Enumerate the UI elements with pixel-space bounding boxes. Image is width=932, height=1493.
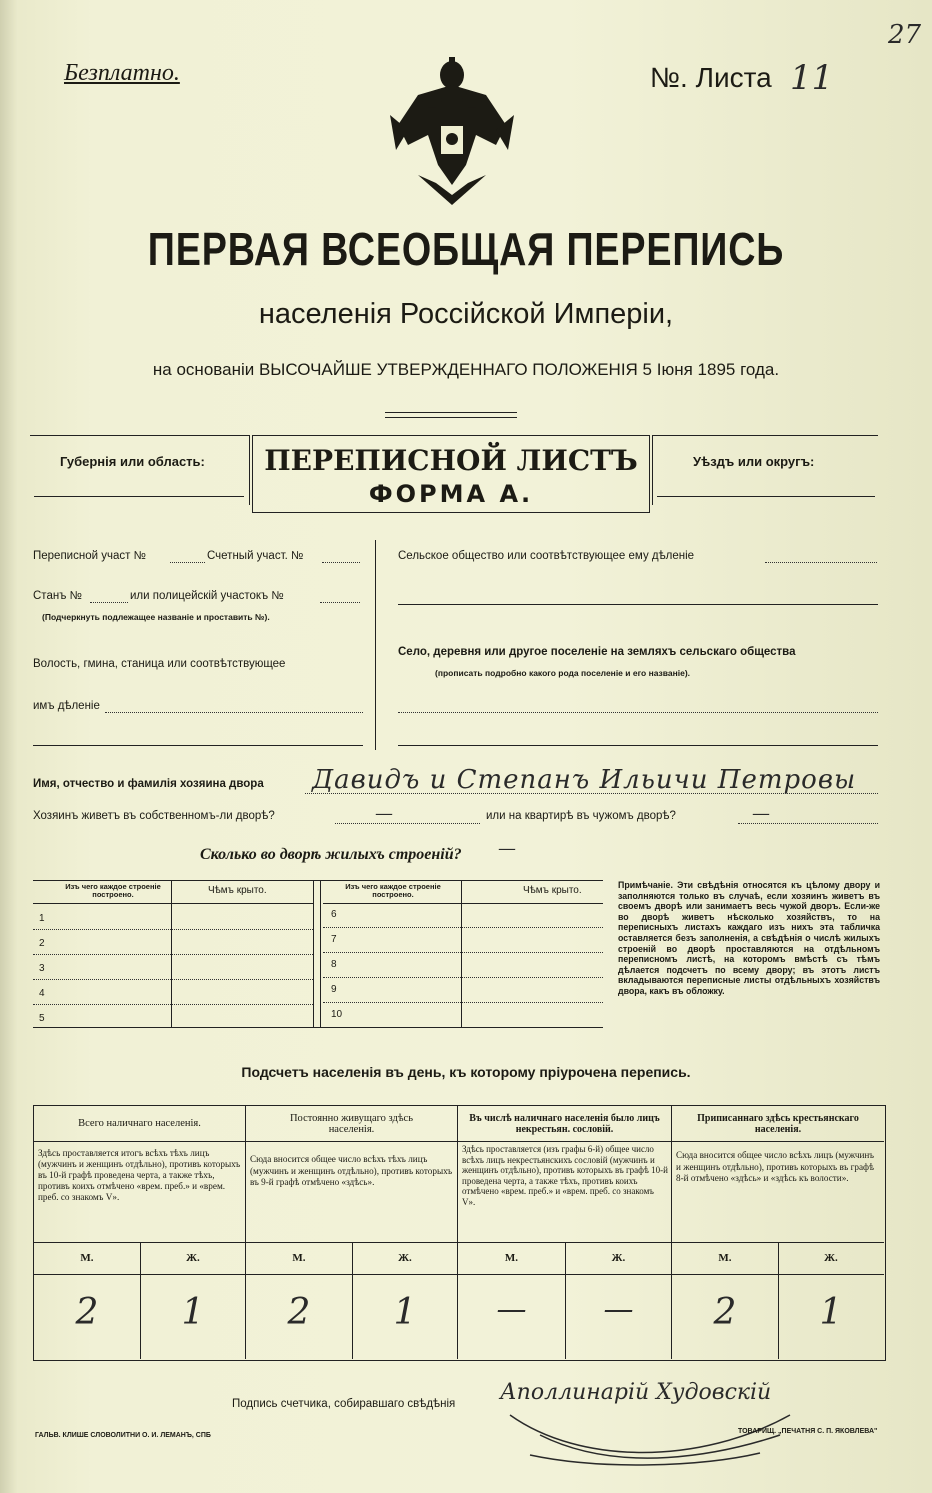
peasant-male-value: 2: [713, 1292, 737, 1333]
total-female-value: 1: [181, 1292, 205, 1333]
table-double-rule: [313, 881, 321, 1027]
rented-field[interactable]: [738, 823, 878, 824]
total-male-value: 2: [75, 1292, 99, 1333]
m-label-1: М.: [80, 1252, 94, 1264]
pop-col-peasant-title: Приписаннаго здѣсь крестьянскаго населенія.: [672, 1106, 884, 1142]
column-divider: [375, 540, 376, 750]
pop-col-peasant-desc: Сюда вносится общее число всѣхъ лицъ (мужчинъ и женщинъ отдѣльно), противъ которыхъ въ графѣ 8-й отмѣчено «здѣсь» и «здѣсь къ волости».: [676, 1150, 875, 1183]
village-label: Село, деревня или другое поселеніе на земляхъ сельскаго общества: [398, 646, 796, 658]
coat-of-arms-icon: [388, 55, 516, 207]
buildings-table: [33, 880, 603, 1028]
signature-label: Подпись счетчика, собиравшаго свѣдѣнія: [232, 1398, 456, 1410]
volost-field-2[interactable]: [33, 745, 363, 746]
underline-note: (Подчеркнуть подлежащее названіе и проставить №).: [42, 612, 270, 622]
police-field[interactable]: [320, 602, 360, 603]
own-yard-field[interactable]: [335, 823, 480, 824]
row-1: 1: [39, 913, 45, 924]
m-label-3: М.: [504, 1252, 519, 1264]
nonpeasant-female-value: —: [603, 1292, 634, 1327]
buildings-left-half: [33, 881, 313, 1029]
left-printer-mark: ГАЛЬВ. КЛИШЕ СЛОВОЛИТНИ О. И. ЛЕМАНЪ, СПБ: [35, 1432, 211, 1439]
stan-field[interactable]: [90, 602, 128, 603]
count-area-field[interactable]: [322, 562, 360, 563]
note-title: Примѣчаніе.: [618, 880, 673, 890]
village-field[interactable]: [398, 712, 878, 713]
rented-value: —: [752, 803, 770, 824]
note-block: [618, 880, 880, 997]
signature-flourish: [500, 1395, 800, 1475]
main-title: ПЕРВАЯ ВСЕОБЩАЯ ПЕРЕПИСЬ: [147, 223, 785, 275]
own-yard-value: —: [375, 803, 393, 824]
district-box: [652, 435, 878, 505]
police-label: или полицейскій участокъ №: [130, 590, 284, 602]
population-heading: Подсчетъ населенія въ день, къ которому пріурочена перепись.: [241, 1064, 691, 1080]
row-5: 5: [39, 1013, 45, 1024]
pop-col-nonpeasant-desc: Здѣсь проставляется (изъ графы 6-й) общее число всѣхъ лицъ некрестьянскихъ сословій (мужчинъ и женщинъ отдѣльно), противъ которыхъ въ графѣ 10-й проведена черта, а также тѣхъ, противъ коихъ отмѣчено «врем. преб.» и «врем. преб. со знакомъ V».: [462, 1144, 668, 1207]
volost-label: Волость, гмина, станица или соотвѣтствующее: [33, 658, 286, 670]
buildings-label: Сколько во дворѣ жилыхъ строеній?: [200, 846, 462, 863]
village-field-2[interactable]: [398, 745, 878, 746]
owner-field[interactable]: [305, 793, 878, 794]
f-label-1: Ж.: [186, 1252, 200, 1264]
permanent-female-value: 1: [393, 1292, 417, 1333]
pop-col-nonpeasant-title: Въ числѣ наличнаго населенія было лицъ некрестьян. сословій.: [458, 1106, 671, 1142]
row-7: 7: [331, 934, 337, 945]
form-title: ФОРМА А.: [368, 480, 534, 508]
sheet-title: ПЕРЕПИСНОЙ ЛИСТЪ: [264, 444, 638, 477]
pop-col-permanent-title: Постоянно живущаго здѣсь населенія.: [246, 1106, 457, 1142]
m-label-4: М.: [718, 1252, 732, 1264]
pop-col-permanent-desc: Сюда вносится общее число всѣхъ тѣхъ лицъ (мужчинъ и женщинъ отдѣльно), противъ которыхъ въ 9-й графѣ отмѣчено «здѣсь».: [250, 1154, 453, 1187]
signature-value: Аполлинарій Худовскій: [500, 1380, 772, 1405]
row-3: 3: [39, 963, 45, 974]
census-area-label: Переписной участ №: [33, 550, 146, 562]
sheet-title-box: [252, 435, 650, 513]
province-field[interactable]: [34, 496, 244, 497]
village-note: (прописать подробно какого рода поселеніе и его названіе).: [435, 668, 691, 678]
form-header-box: [30, 435, 878, 513]
ornament-divider: [385, 412, 517, 418]
sheet-number-label: №. Листа: [650, 62, 772, 93]
own-yard-label: Хозяинъ живетъ въ собственномъ-ли дворѣ?: [33, 810, 275, 822]
society-field-2[interactable]: [398, 604, 878, 605]
society-field[interactable]: [765, 562, 877, 563]
population-table: [33, 1105, 886, 1361]
peasant-female-value: 1: [819, 1292, 843, 1333]
m-label-2: М.: [292, 1252, 306, 1264]
f-label-4: Ж.: [824, 1252, 838, 1264]
rented-label: или на квартирѣ въ чужомъ дворѣ?: [486, 810, 676, 822]
row-9: 9: [331, 984, 337, 995]
volost-field[interactable]: [105, 712, 363, 713]
province-box: [30, 435, 250, 505]
legal-basis: на основаніи ВЫСОЧАЙШЕ УТВЕРЖДЕННАГО ПОЛОЖЕНІЯ 5 Іюня 1895 года.: [152, 360, 780, 379]
roof-header-2: Чѣмъ крыто.: [523, 885, 582, 896]
row-6: 6: [331, 909, 337, 920]
archive-number: 27: [888, 20, 922, 50]
pop-col-total-title: Всего наличнаго населенія.: [34, 1106, 245, 1142]
district-label: Уѣздъ или округъ:: [693, 454, 815, 469]
census-area-field[interactable]: [170, 562, 205, 563]
row-4: 4: [39, 988, 45, 999]
owner-label: Имя, отчество и фамилія хозяина двора: [33, 778, 264, 790]
free-label: Безплатно.: [64, 60, 180, 86]
owner-value: Давидъ и Степанъ Ильичи Петровы: [312, 765, 857, 795]
sheet-number-value: 11: [790, 58, 834, 98]
society-label: Сельское общество или соотвѣтствующее ему дѣленіе: [398, 550, 695, 562]
buildings-right-half: [323, 881, 603, 1029]
page-edge: [0, 0, 18, 1493]
f-label-2: Ж.: [398, 1252, 412, 1264]
row-8: 8: [331, 959, 337, 970]
roof-header: Чѣмъ крыто.: [208, 885, 267, 896]
row-2: 2: [39, 938, 45, 949]
buildings-value: —: [498, 838, 516, 859]
subtitle: населенія Россійской Имперіи,: [258, 298, 674, 330]
right-printer-mark: ТОВАРИЩ. „ПЕЧАТНЯ С. П. ЯКОВЛЕВА": [738, 1428, 878, 1435]
nonpeasant-male-value: —: [496, 1292, 527, 1327]
material-header: Изъ чего каждое строеніе построено.: [65, 882, 161, 899]
f-label-3: Ж.: [611, 1252, 626, 1264]
district-field[interactable]: [657, 496, 875, 497]
note-text: Эти свѣдѣнія относятся къ цѣлому двору и заполняются только въ случаѣ, если хозяинъ живетъ въ своемъ дворѣ или занимаетъ весь чужой дворъ. Если-же во дворѣ живетъ нѣсколько хозяйствъ, то на переписныхъ листахъ каждаго изъ нихъ эта табличка оставляется безъ заполненія, а свѣдѣнія о числѣ жилыхъ строеній во дворѣ проставляются на отдѣльномъ переписномъ листѣ, на которомъ вмѣстѣ съ тѣмъ дѣлается подсчетъ по всему двору; въ этотъ листъ вкладываются переписные листы отдѣльныхъ хозяйствъ двора, какъ въ обложку.: [618, 880, 880, 996]
material-header-2: Изъ чего каждое строеніе построено.: [345, 882, 441, 899]
permanent-male-value: 2: [287, 1292, 311, 1333]
pop-col-total-desc: Здѣсь проставляется итогъ всѣхъ тѣхъ лицъ (мужчинъ и женщинъ отдѣльно), противъ которыхъ въ 10-й графѣ проведена черта, а также тѣхъ, противъ коихъ отмѣчено «врем. преб.» и «врем. преб. со знакомъ V».: [38, 1148, 241, 1202]
count-area-label: Счетный участ. №: [207, 550, 304, 562]
stan-label: Станъ №: [33, 590, 82, 602]
volost-label-2: имъ дѣленіе: [33, 700, 100, 712]
row-10: 10: [331, 1009, 343, 1020]
province-label: Губернія или область:: [60, 454, 205, 469]
